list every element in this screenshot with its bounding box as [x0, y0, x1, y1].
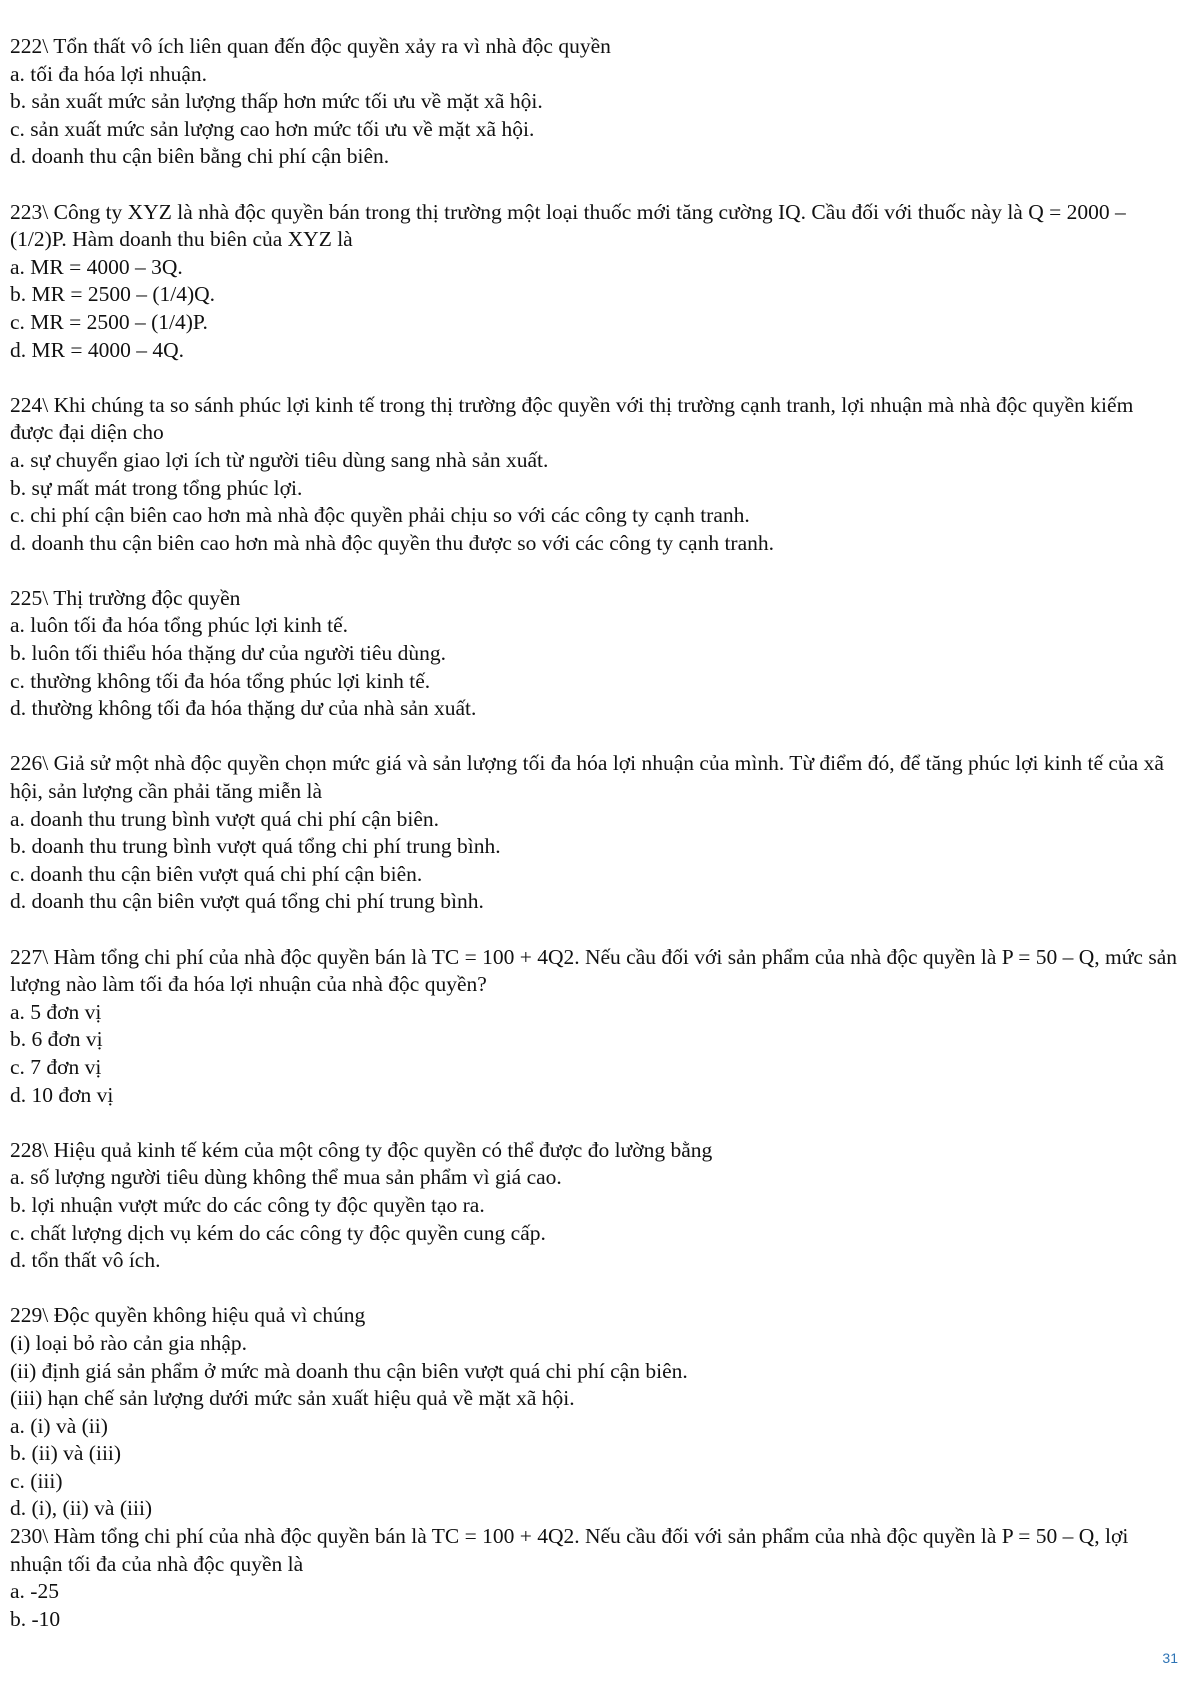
- question-222: [10, 33, 1180, 171]
- answer-option-b: b. sự mất mát trong tổng phúc lợi.: [10, 475, 303, 500]
- answer-option-d: d. (i), (ii) và (iii): [10, 1496, 153, 1521]
- answer-option-d: d. doanh thu cận biên vượt quá tổng chi phí trung bình.: [10, 889, 484, 914]
- answer-option-c: c. MR = 2500 – (1/4)P.: [10, 309, 208, 334]
- answer-option-b: b. (ii) và (iii): [10, 1441, 122, 1466]
- question-223: [10, 199, 1180, 365]
- question-stem: 224\ Khi chúng ta so sánh phúc lợi kinh tế trong thị trường độc quyền với thị trường cạnh tranh, lợi nhuận mà nhà độc quyền kiếm được đại diện cho: [10, 392, 1134, 445]
- question-stem: 230\ Hàm tổng chi phí của nhà độc quyền bán là TC = 100 + 4Q2. Nếu cầu đối với sản phẩm của nhà độc quyền là P = 50 – Q, lợi nhuận tối đa của nhà độc quyền là: [10, 1524, 1129, 1576]
- answer-option-b: b. lợi nhuận vượt mức do các công ty độc quyền tạo ra.: [10, 1192, 485, 1217]
- answer-option-a: a. (i) và (ii): [10, 1413, 108, 1438]
- answer-option-c: c. chất lượng dịch vụ kém do các công ty độc quyền cung cấp.: [10, 1220, 546, 1245]
- answer-option-b: b. luôn tối thiểu hóa thặng dư của người tiêu dùng.: [10, 641, 446, 666]
- answer-option-b: b. 6 đơn vị: [10, 1027, 103, 1052]
- answer-option-c: c. (iii): [10, 1468, 63, 1493]
- question-230: [10, 1523, 1180, 1633]
- statement-i: (i) loại bỏ rào cản gia nhập.: [10, 1330, 248, 1355]
- question-226: [10, 750, 1180, 916]
- question-stem: 228\ Hiệu quả kinh tế kém của một công ty độc quyền có thể được đo lường bằng: [10, 1137, 713, 1162]
- question-228: [10, 1137, 1180, 1275]
- answer-option-d: d. thường không tối đa hóa thặng dư của nhà sản xuất.: [10, 696, 477, 721]
- statement-ii: (ii) định giá sản phẩm ở mức mà doanh thu cận biên vượt quá chi phí cận biên.: [10, 1358, 688, 1383]
- answer-option-c: c. sản xuất mức sản lượng cao hơn mức tối ưu về mặt xã hội.: [10, 116, 535, 141]
- answer-option-a: a. số lượng người tiêu dùng không thể mua sản phẩm vì giá cao.: [10, 1165, 562, 1190]
- answer-option-d: d. doanh thu cận biên bằng chi phí cận biên.: [10, 144, 390, 169]
- answer-option-b: b. sản xuất mức sản lượng thấp hơn mức tối ưu về mặt xã hội.: [10, 89, 543, 114]
- question-stem: 226\ Giả sử một nhà độc quyền chọn mức giá và sản lượng tối đa hóa lợi nhuận của mình. Từ điểm đó, để tăng phúc lợi kinh tế của xã hội, sản lượng cần phải tăng miễn là: [10, 751, 1164, 804]
- answer-option-d: d. doanh thu cận biên cao hơn mà nhà độc quyền thu được so với các công ty cạnh tranh.: [10, 530, 774, 555]
- question-229: [10, 1302, 1180, 1523]
- question-stem: 223\ Công ty XYZ là nhà độc quyền bán trong thị trường một loại thuốc mới tăng cường IQ. Cầu đối với thuốc này là Q = 2000 – (1/2)P. Hàm doanh thu biên của XYZ là: [10, 199, 1126, 252]
- answer-option-d: d. 10 đơn vị: [10, 1082, 114, 1107]
- answer-option-d: d. tổn thất vô ích.: [10, 1248, 161, 1273]
- answer-option-c: c. doanh thu cận biên vượt quá chi phí cận biên.: [10, 861, 423, 886]
- answer-option-a: a. -25: [10, 1579, 59, 1604]
- answer-option-b: b. doanh thu trung bình vượt quá tổng chi phí trung bình.: [10, 834, 501, 859]
- question-224: [10, 392, 1180, 558]
- question-225: [10, 585, 1180, 723]
- answer-option-a: a. MR = 4000 – 3Q.: [10, 254, 183, 279]
- answer-option-c: c. 7 đơn vị: [10, 1054, 102, 1079]
- question-stem: 229\ Độc quyền không hiệu quả vì chúng: [10, 1303, 366, 1328]
- answer-option-a: a. 5 đơn vị: [10, 999, 102, 1024]
- question-stem: 222\ Tổn thất vô ích liên quan đến độc quyền xảy ra vì nhà độc quyền: [10, 34, 611, 58]
- answer-option-c: c. thường không tối đa hóa tổng phúc lợi kinh tế.: [10, 668, 431, 693]
- answer-option-a: a. tối đa hóa lợi nhuận.: [10, 61, 208, 86]
- answer-option-b: b. -10: [10, 1606, 61, 1631]
- statement-iii: (iii) hạn chế sản lượng dưới mức sản xuất hiệu quả về mặt xã hội.: [10, 1386, 575, 1411]
- page-number: 31: [1162, 1650, 1178, 1666]
- answer-option-c: c. chi phí cận biên cao hơn mà nhà độc quyền phải chịu so với các công ty cạnh tranh.: [10, 503, 750, 528]
- answer-option-a: a. doanh thu trung bình vượt quá chi phí cận biên.: [10, 806, 440, 831]
- document-page: [10, 33, 1180, 1633]
- question-stem: 227\ Hàm tổng chi phí của nhà độc quyền bán là TC = 100 + 4Q2. Nếu cầu đối với sản phẩm của nhà độc quyền là P = 50 – Q, mức sản lượng nào làm tối đa hóa lợi nhuận của nhà độc quyền?: [10, 944, 1178, 997]
- question-stem: 225\ Thị trường độc quyền: [10, 585, 241, 610]
- answer-option-a: a. sự chuyển giao lợi ích từ người tiêu dùng sang nhà sản xuất.: [10, 447, 549, 472]
- answer-option-b: b. MR = 2500 – (1/4)Q.: [10, 282, 216, 307]
- question-227: [10, 944, 1180, 1110]
- answer-option-a: a. luôn tối đa hóa tổng phúc lợi kinh tế.: [10, 613, 348, 638]
- answer-option-d: d. MR = 4000 – 4Q.: [10, 337, 184, 362]
